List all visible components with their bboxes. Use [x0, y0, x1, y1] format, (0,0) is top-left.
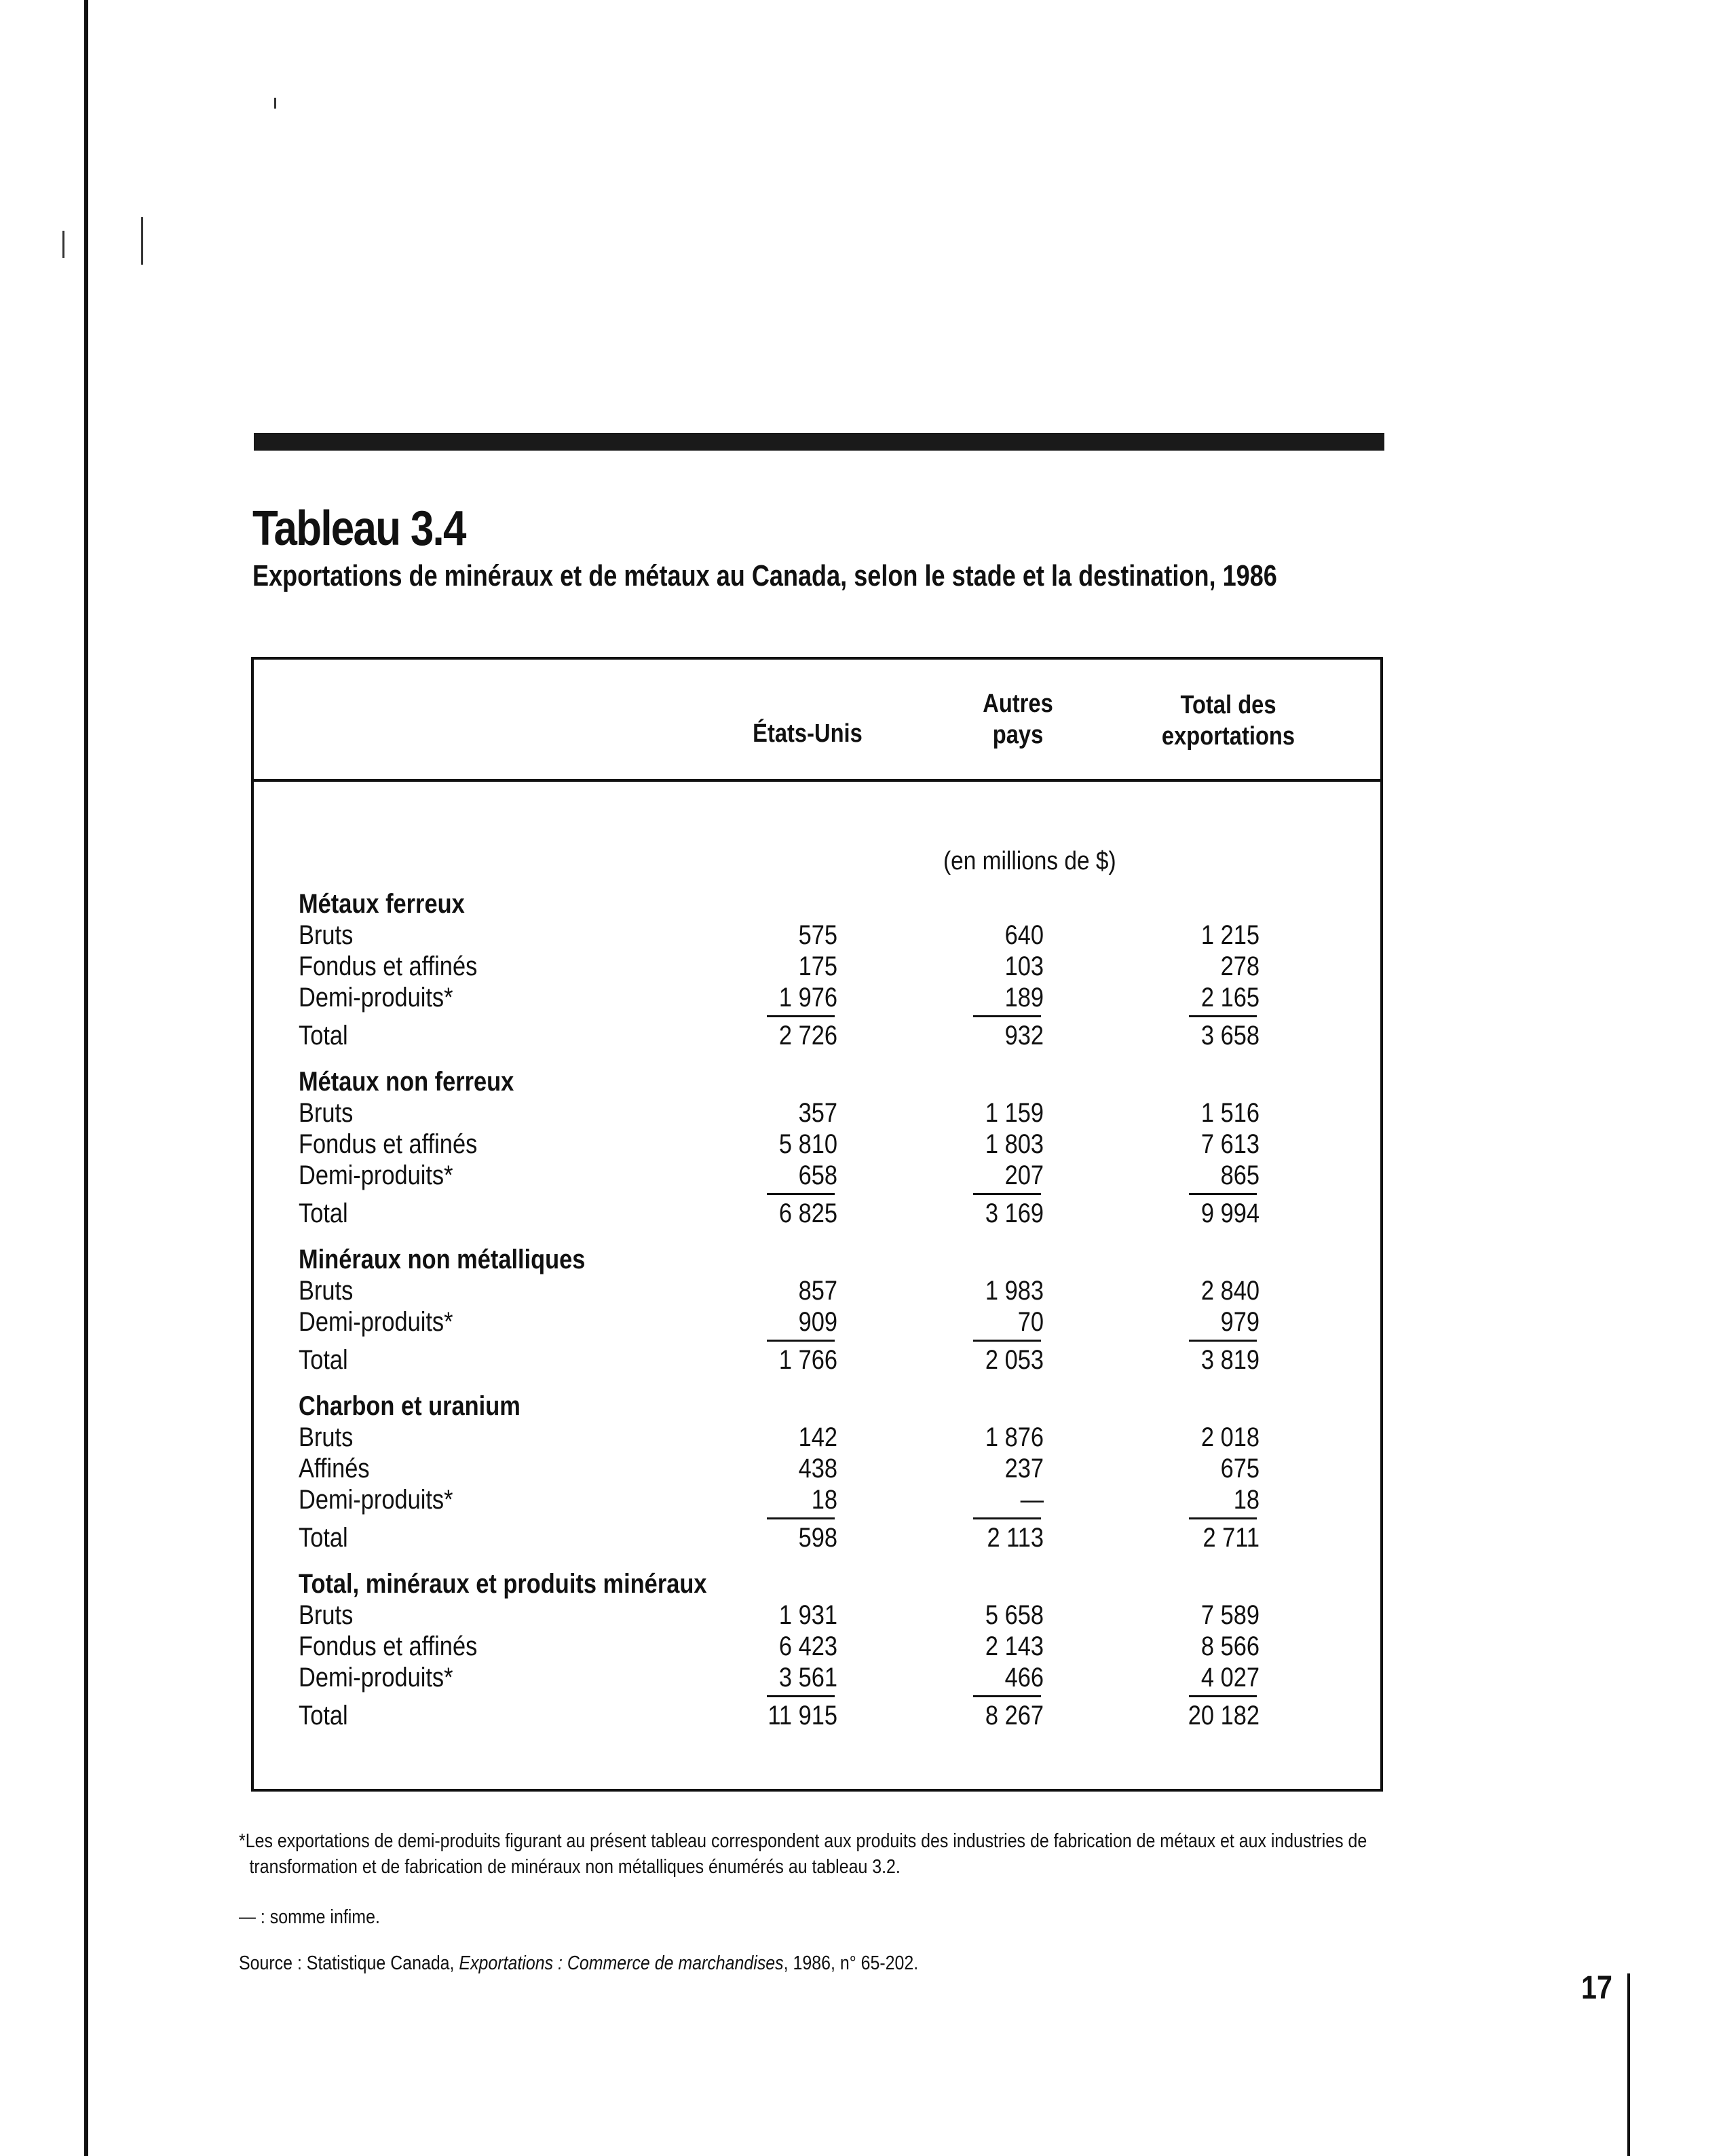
cell-v2: 466: [1004, 1663, 1044, 1692]
cell-v3: 9 994: [1200, 1198, 1260, 1228]
cell-v2: 103: [1004, 951, 1044, 981]
footnote-line-2: transformation et de fabrication de minéraux non métalliques énumérés au tableau 3.2.: [249, 1856, 901, 1878]
table-row: [0, 1160, 1723, 1192]
subtotal-rule: [767, 1695, 835, 1697]
cell-v2: 3 169: [985, 1198, 1044, 1228]
subtotal-rule: [1189, 1695, 1257, 1697]
cell-v1: 575: [798, 920, 837, 950]
top-rule: [254, 433, 1384, 451]
section-heading: Charbon et uranium: [299, 1391, 520, 1421]
header-rule: [251, 779, 1383, 782]
total-row: [0, 1021, 1723, 1052]
cell-v2: 207: [1004, 1160, 1044, 1190]
source-suffix: , 1986, n° 65-202.: [783, 1952, 919, 1974]
subtotal-rule: [973, 1193, 1041, 1195]
column-header-total-line2: exportations: [1161, 722, 1295, 751]
cell-v1: 2 726: [778, 1021, 837, 1051]
cell-v2: —: [1020, 1485, 1044, 1515]
table-row: [0, 1129, 1723, 1160]
section-heading: Total, minéraux et produits minéraux: [299, 1569, 707, 1599]
scan-mark: [274, 98, 276, 109]
row-label: Demi-produits*: [299, 1485, 453, 1515]
column-header-other-line2: pays: [992, 721, 1044, 749]
cell-v1: 142: [798, 1422, 837, 1452]
cell-v2: 1 159: [985, 1098, 1044, 1128]
row-label: Total: [299, 1345, 348, 1375]
source-title: Exportations : Commerce de marchandises: [459, 1952, 784, 1974]
cell-v3: 979: [1220, 1307, 1260, 1337]
cell-v2: 8 267: [985, 1701, 1044, 1731]
row-label: Bruts: [299, 1600, 354, 1630]
row-label: Demi-produits*: [299, 983, 453, 1013]
cell-v3: 278: [1220, 951, 1260, 981]
cell-v3: 8 566: [1200, 1631, 1260, 1661]
subtotal-rule: [1189, 1517, 1257, 1519]
page-number: 17: [1581, 1970, 1612, 2006]
cell-v1: 11 915: [768, 1701, 837, 1731]
section-heading-row: [0, 1067, 1723, 1098]
cell-v3: 18: [1233, 1485, 1260, 1515]
section-heading-row: [0, 889, 1723, 920]
source-prefix: Source : Statistique Canada,: [239, 1952, 459, 1974]
cell-v2: 640: [1004, 920, 1044, 950]
cell-v3: 675: [1220, 1454, 1260, 1483]
row-label: Total: [299, 1021, 348, 1051]
cell-v1: 658: [798, 1160, 837, 1190]
scan-mark: [141, 217, 143, 265]
cell-v3: 2 165: [1200, 983, 1260, 1013]
total-row: [0, 1198, 1723, 1230]
cell-v2: 237: [1004, 1454, 1044, 1483]
cell-v2: 2 113: [987, 1523, 1044, 1553]
subtotal-rule: [1189, 1340, 1257, 1342]
subtotal-rule: [767, 1340, 835, 1342]
cell-v2: 1 983: [985, 1276, 1044, 1306]
row-label: Total: [299, 1523, 348, 1553]
row-label: Total: [299, 1701, 348, 1731]
column-header-us-text: États-Unis: [753, 719, 863, 748]
table-row: [0, 1454, 1723, 1485]
row-label: Total: [299, 1198, 348, 1228]
subtotal-rule: [1189, 1015, 1257, 1017]
section-heading: Métaux ferreux: [299, 889, 465, 919]
cell-v1: 3 561: [778, 1663, 837, 1692]
row-label: Bruts: [299, 1276, 354, 1306]
cell-v1: 357: [798, 1098, 837, 1128]
cell-v3: 865: [1220, 1160, 1260, 1190]
cell-v2: 1 876: [985, 1422, 1044, 1452]
cell-v3: 2 840: [1200, 1276, 1260, 1306]
section-heading: Métaux non ferreux: [299, 1067, 514, 1097]
table-row: [0, 1422, 1723, 1454]
column-header-total: [1135, 689, 1321, 752]
row-label: Affinés: [299, 1454, 370, 1483]
cell-v1: 857: [798, 1276, 837, 1306]
table-row: [0, 1600, 1723, 1631]
cell-v1: 438: [798, 1454, 837, 1483]
cell-v1: 1 931: [778, 1600, 837, 1630]
cell-v1: 598: [798, 1523, 837, 1553]
table-row: [0, 1307, 1723, 1338]
table-title: Tableau 3.4: [252, 502, 466, 556]
column-header-total-line1: Total des: [1180, 691, 1276, 719]
table-row: [0, 951, 1723, 983]
cell-v2: 5 658: [985, 1600, 1044, 1630]
cell-v3: 7 589: [1200, 1600, 1260, 1630]
cell-v3: 7 613: [1200, 1129, 1260, 1159]
subtotal-rule: [973, 1517, 1041, 1519]
footnote-dash: — : somme infime.: [239, 1906, 380, 1928]
row-label: Demi-produits*: [299, 1663, 453, 1692]
cell-v1: 18: [811, 1485, 837, 1515]
table-row: [0, 983, 1723, 1014]
row-label: Fondus et affinés: [299, 1631, 478, 1661]
table-subtitle: Exportations de minéraux et de métaux au Canada, selon le stade et la destination, 1986: [252, 559, 1277, 592]
cell-v3: 2 018: [1200, 1422, 1260, 1452]
section-heading: Minéraux non métalliques: [299, 1245, 586, 1274]
table-row: [0, 1663, 1723, 1694]
total-row: [0, 1345, 1723, 1376]
subtotal-rule: [973, 1695, 1041, 1697]
cell-v1: 5 810: [778, 1129, 837, 1159]
cell-v3: 4 027: [1200, 1663, 1260, 1692]
row-label: Bruts: [299, 920, 354, 950]
cell-v2: 2 053: [985, 1345, 1044, 1375]
cell-v2: 932: [1004, 1021, 1044, 1051]
column-header-us: [738, 718, 877, 749]
row-label: Demi-produits*: [299, 1307, 453, 1337]
subtotal-rule: [767, 1015, 835, 1017]
cell-v2: 70: [1017, 1307, 1044, 1337]
cell-v1: 175: [798, 951, 837, 981]
row-label: Fondus et affinés: [299, 1129, 478, 1159]
cell-v2: 189: [1004, 983, 1044, 1013]
total-row: [0, 1701, 1723, 1732]
footnote-line-1: *Les exportations de demi-produits figurant au présent tableau correspondent aux produits des industries de fabrication de métaux et aux industries de: [239, 1830, 1367, 1852]
cell-v3: 2 711: [1203, 1523, 1260, 1553]
column-header-other: [953, 688, 1082, 751]
cell-v2: 2 143: [985, 1631, 1044, 1661]
cell-v1: 909: [798, 1307, 837, 1337]
table-row: [0, 1098, 1723, 1129]
subtotal-rule: [973, 1015, 1041, 1017]
cell-v3: 3 658: [1200, 1021, 1260, 1051]
total-row: [0, 1523, 1723, 1554]
row-label: Bruts: [299, 1422, 354, 1452]
section-heading-row: [0, 1569, 1723, 1600]
cell-v3: 1 516: [1200, 1098, 1260, 1128]
cell-v1: 6 825: [778, 1198, 837, 1228]
row-label: Fondus et affinés: [299, 951, 478, 981]
cell-v1: 1 976: [778, 983, 837, 1013]
row-label: Demi-produits*: [299, 1160, 453, 1190]
scan-mark: [62, 231, 64, 258]
subtotal-rule: [1189, 1193, 1257, 1195]
section-heading-row: [0, 1245, 1723, 1276]
cell-v1: 6 423: [778, 1631, 837, 1661]
page-edge-line: [1627, 1973, 1630, 2156]
section-heading-row: [0, 1391, 1723, 1422]
column-header-other-line1: Autres: [983, 689, 1053, 718]
subtotal-rule: [973, 1340, 1041, 1342]
table-row: [0, 1276, 1723, 1307]
subtotal-rule: [767, 1517, 835, 1519]
table-row: [0, 1485, 1723, 1516]
subtotal-rule: [767, 1193, 835, 1195]
units-label: (en millions de $): [943, 847, 1116, 875]
source-note: [239, 1950, 918, 1976]
cell-v3: 1 215: [1200, 920, 1260, 950]
row-label: Bruts: [299, 1098, 354, 1128]
footnote-semi-products: [239, 1828, 1367, 1880]
cell-v1: 1 766: [778, 1345, 837, 1375]
table-row: [0, 1631, 1723, 1663]
cell-v3: 20 182: [1188, 1701, 1260, 1731]
table-row: [0, 920, 1723, 951]
cell-v2: 1 803: [985, 1129, 1044, 1159]
cell-v3: 3 819: [1200, 1345, 1260, 1375]
